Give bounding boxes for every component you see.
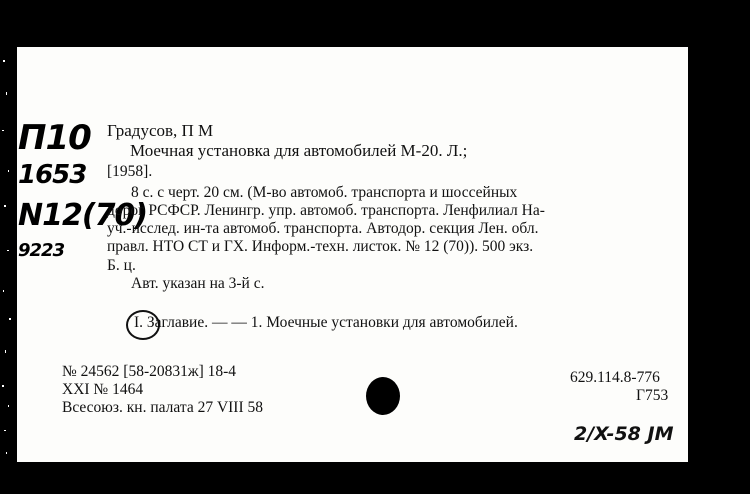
footer-volume: XXI № 1464 (62, 381, 144, 398)
entry-note: Авт. указан на 3-й с. (131, 275, 265, 292)
footer-author-mark: Г753 (636, 387, 669, 404)
entry-series: уч.-исслед. ин-та автомоб. транспорта. Автодор. секция Лен. обл. (107, 220, 539, 237)
footer-classification: 629.114.8-776 (570, 369, 660, 386)
handwritten-callnumber: 1653 (18, 160, 87, 190)
punch-hole (366, 377, 400, 415)
film-edge-speckles (0, 0, 17, 494)
entry-title: Моечная установка для автомобилей М-20. Л.; (130, 141, 468, 160)
handwritten-callnumber: П10 (18, 118, 91, 158)
handwritten-callnumber: N12(70) (18, 198, 148, 233)
footer-registration-number: № 24562 [58-20831ж] 18-4 (62, 363, 237, 380)
handwritten-date: 2/X-58 JM (574, 423, 674, 445)
entry-price: Б. ц. (107, 257, 136, 274)
entry-author: Градусов, П М (107, 121, 214, 140)
entry-year: [1958]. (107, 163, 153, 180)
entry-tracing: I. Заглавие. — — 1. Моечные установки для автомобилей. (134, 314, 518, 331)
entry-series: дорог РСФСР. Ленингр. упр. автомоб. транспорта. Ленфилиал На- (107, 202, 545, 219)
handwritten-callnumber: 9223 (18, 240, 65, 261)
footer-publisher: Всесоюз. кн. палата 27 VIII 58 (62, 399, 264, 416)
entry-series: правл. НТО СТ и ГХ. Информ.-техн. листок. № 12 (70)). 500 экз. (107, 238, 534, 255)
entry-physical-description: 8 с. с черт. 20 см. (М-во автомоб. транспорта и шоссейных (131, 184, 518, 201)
